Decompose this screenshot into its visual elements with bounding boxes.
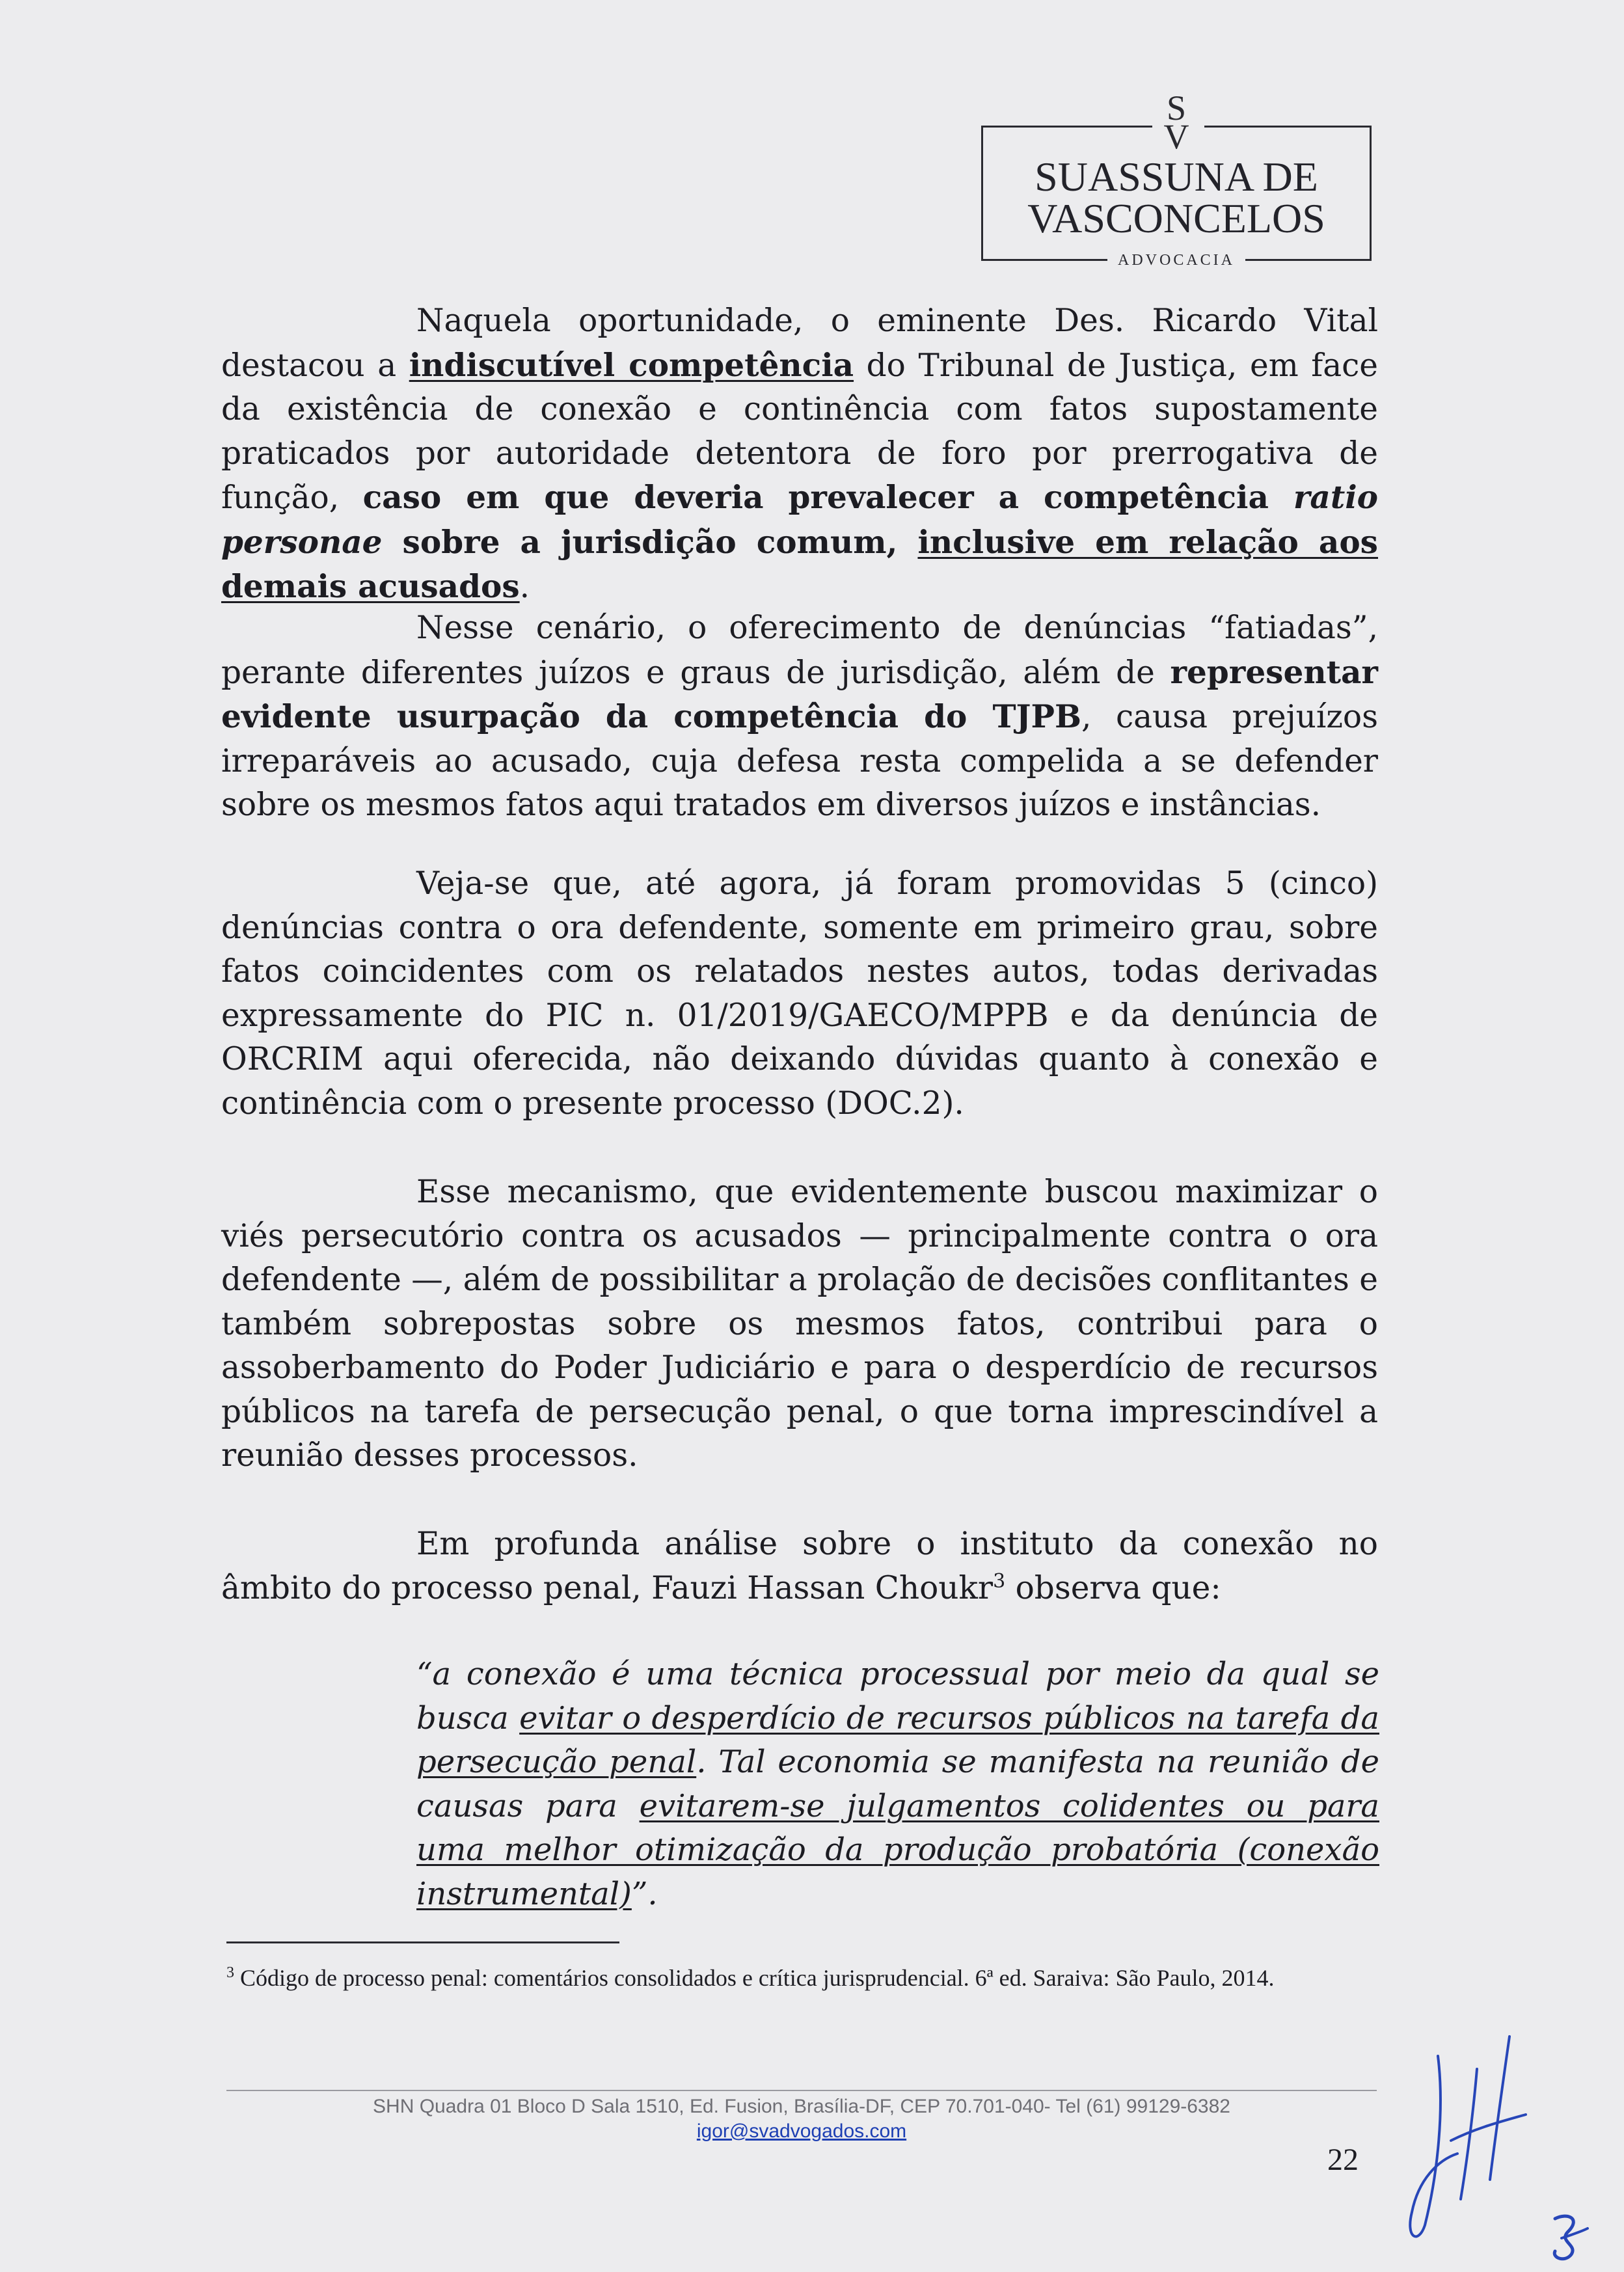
quote-underlined: evitar o desperdício de recursos públicos na tarefa da persecução penal (416, 1699, 1379, 1780)
initials-icon (1542, 2206, 1594, 2264)
block-quote (416, 1653, 1379, 1916)
logo-name-line1: SUASSUNA DE (1035, 154, 1318, 200)
logo-firm-name (983, 156, 1370, 239)
footer-divider (226, 2090, 1377, 2091)
quote-text: ”. (631, 1875, 658, 1912)
paragraph-3: Veja-se que, até agora, já foram promovidas 5 (cinco) denúncias contra o ora defendente, somente em primeiro grau, sobre fatos coincidentes com os relatados nestes autos, todas derivadas expressamente do PIC n. 01/2019/GAECO/MPPB e da denúncia de ORCRIM aqui oferecida, não deixando dúvidas quanto à conexão e continência com o presente processo (DOC.2). (221, 865, 1378, 1122)
footer-email-link[interactable]: igor@svadvogados.com (696, 2120, 907, 2142)
text-span: Em profunda análise sobre o instituto da conexão no âmbito do processo penal, Fauzi Hassan Choukr (221, 1526, 1378, 1606)
text-span: Nesse cenário, o oferecimento de denúncias “fatiadas”, perante diferentes juízos e graus de jurisdição, além de (221, 610, 1378, 691)
footnote-divider (226, 1941, 619, 1943)
text-span: observa que: (1005, 1569, 1221, 1606)
bold-underlined-span: indiscutível competência (409, 346, 854, 384)
logo-tagline (983, 252, 1370, 269)
text-span: , causa prejuízos irreparáveis ao acusado, cuja defesa resta compelida a se defender sobre os mesmos fatos aqui tratados em diversos juízos e instâncias. (221, 699, 1378, 823)
bold-span: caso em que deveria prevalecer a competência (362, 479, 1293, 516)
monogram-v: V (1163, 117, 1189, 156)
monogram-s: S (1166, 88, 1187, 128)
bold-underlined-span: inclusive em relação aos demais acusados (221, 523, 1378, 605)
logo-name-line2: VASCONCELOS (1027, 195, 1325, 241)
paragraph-4: Esse mecanismo, que evidentemente buscou maximizar o viés persecutório contra os acusados — principalmente contra o ora defendente —, além de possibilitar a prolação de decisões conflitantes e também sobrepostas sobre os mesmos fatos, contribui para o assoberbamento do Poder Judiciário e para o desperdício de recursos públicos na tarefa de persecução penal, o que torna imprescindível a reunião desses processos. (221, 1174, 1378, 1474)
bold-span: sobre a jurisdição comum, (382, 523, 918, 561)
firm-logo (981, 88, 1372, 269)
footnote-text: Código de processo penal: comentários consolidados e crítica jurisprudencial. 6ª ed. Saraiva: São Paulo, 2014. (234, 1965, 1275, 1991)
bold-span: representar evidente usurpação da competência do TJPB (221, 653, 1378, 735)
quote-text: . Tal economia se manifesta na reunião de causas para (416, 1744, 1379, 1824)
signature-icon (1399, 2030, 1529, 2251)
text-span: . (519, 569, 530, 605)
text-span: do Tribunal de Justiça, em face da existência de conexão e continência com fatos supostamente praticados por autoridade detentora de foro por prerrogativa de função, (221, 347, 1378, 516)
page-number: 22 (1327, 2143, 1359, 2177)
footer-address: SHN Quadra 01 Bloco D Sala 1510, Ed. Fusion, Brasília-DF, CEP 70.701-040- Tel (61) 99129-6382 (373, 2096, 1230, 2117)
paragraph-1 (221, 299, 1378, 610)
text-span: Naquela oportunidade, o eminente Des. Ricardo Vital destacou a (221, 303, 1378, 384)
logo-monogram (983, 88, 1370, 156)
paragraph-5 (221, 1522, 1378, 1610)
logo-tagline-text: ADVOCACIA (1107, 252, 1245, 269)
paragraph-2 (221, 606, 1378, 828)
quote-text: “a conexão é uma técnica processual por meio da qual se busca (416, 1656, 1379, 1737)
footnote (226, 1957, 1379, 1994)
quote-underlined: evitarem-se julgamentos colidentes ou para uma melhor otimização da produção probatória (conexão instrumental) (416, 1787, 1379, 1912)
bold-italic-span: ratio personae (221, 479, 1378, 561)
footnote-reference: 3 (993, 1569, 1006, 1593)
footnote-number: 3 (226, 1964, 234, 1981)
